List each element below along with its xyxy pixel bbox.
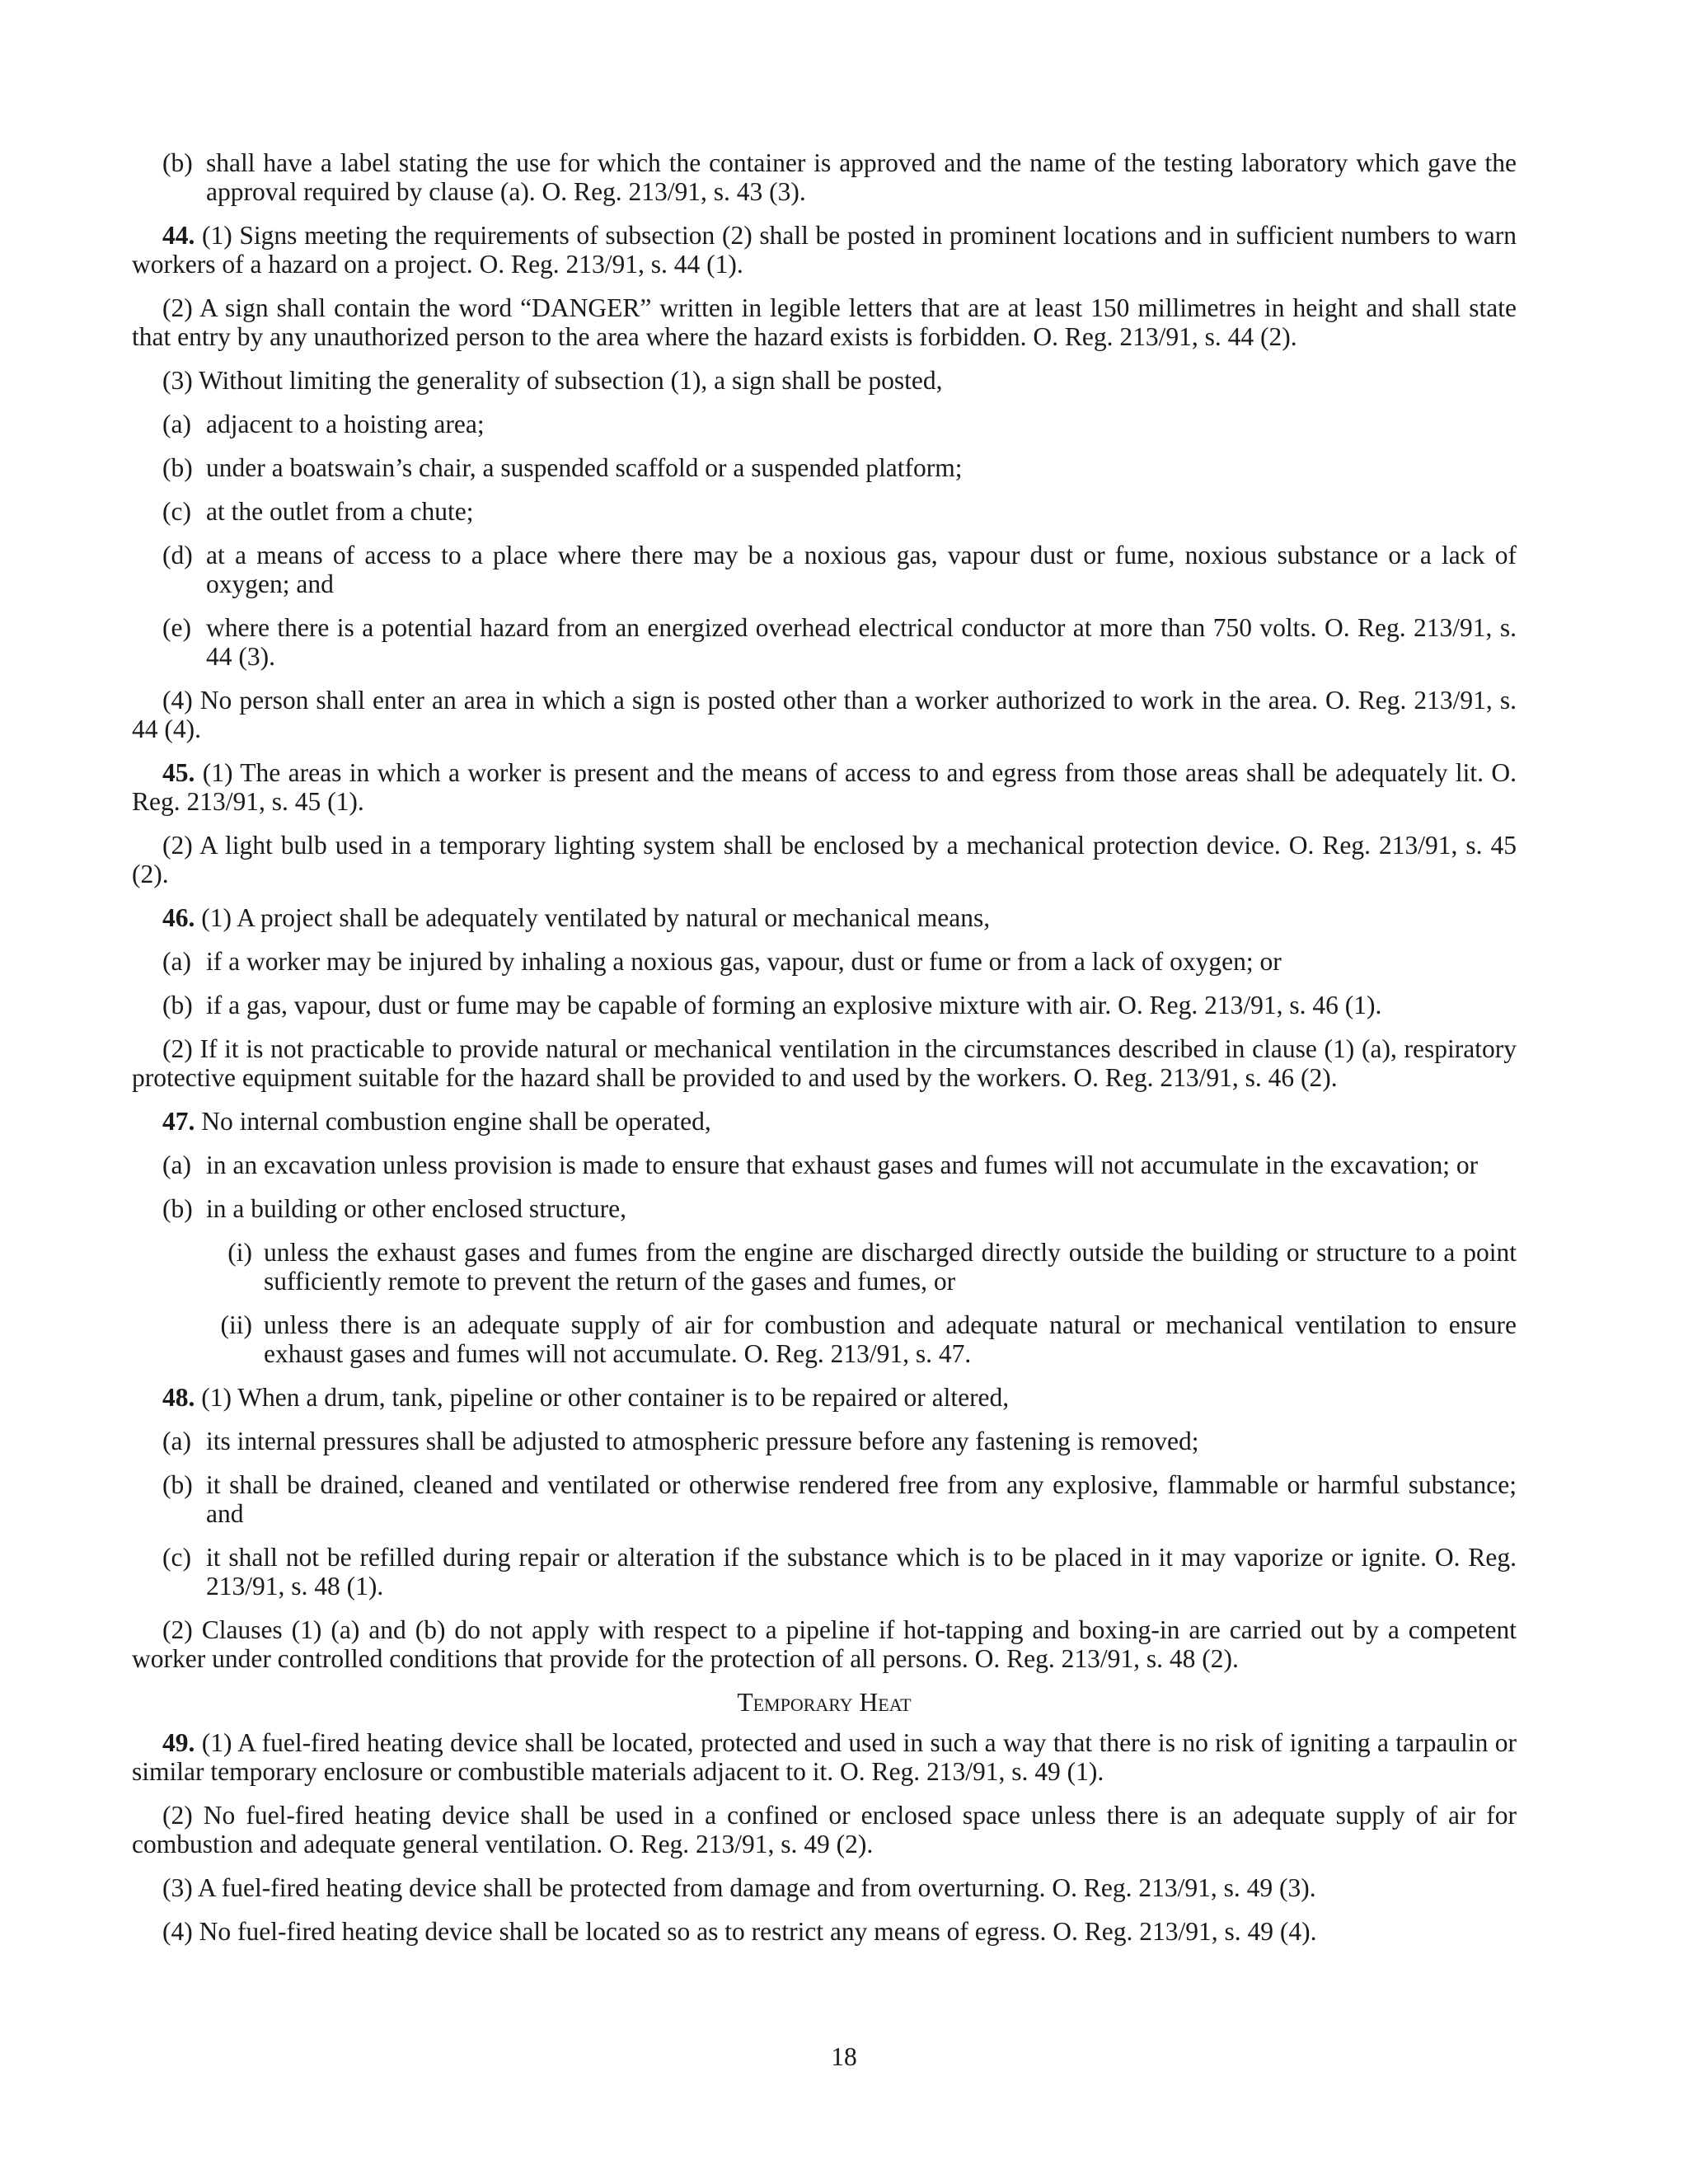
- clause-label: (b): [162, 453, 193, 482]
- clause-label: (c): [162, 1543, 191, 1572]
- clause-text: where there is a potential hazard from an energized overhead electrical conductor at more than 750 volts. O. Reg. 213/91, s. 44 (3).: [206, 613, 1517, 671]
- clause-label: (a): [162, 410, 191, 438]
- clause-label: (e): [162, 613, 191, 642]
- clause: [132, 1427, 1517, 1455]
- section-number: 49.: [162, 1728, 195, 1757]
- clause-text: it shall not be refilled during repair or alteration if the substance which is to be placed in it may vaporize or ignite. O. Reg. 213/91, s. 48 (1).: [206, 1543, 1517, 1601]
- subsection-paragraph: (4) No fuel-fired heating device shall be located so as to restrict any means of egress. O. Reg. 213/91, s. 49 (4).: [162, 1917, 1317, 1946]
- clause-label: (ii): [220, 1310, 252, 1339]
- clause-label: (a): [162, 947, 191, 976]
- section-number: 48.: [162, 1383, 195, 1412]
- clause: [132, 991, 1517, 1019]
- clause-label: (c): [162, 497, 191, 526]
- section-number: 47.: [162, 1107, 195, 1136]
- section-heading: Temporary Heat: [737, 1688, 912, 1717]
- section-number: 45.: [162, 758, 195, 787]
- clause-text: at the outlet from a chute;: [206, 497, 474, 526]
- clause-text: in a building or other enclosed structure,: [206, 1194, 626, 1223]
- clause-text: at a means of access to a place where there may be a noxious gas, vapour dust or fume, noxious substance or a lack of oxygen; and: [206, 541, 1517, 598]
- subsection-paragraph: (2) A sign shall contain the word “DANGER” written in legible letters that are at least 150 millimetres in height and shall state that entry by any unauthorized person to the area where the hazard exists is forbidden. O. Reg. 213/91, s. 44 (2).: [132, 293, 1517, 351]
- subsection-paragraph: (2) If it is not practicable to provide natural or mechanical ventilation in the circumstances described in clause (1) (a), respiratory protective equipment suitable for the hazard shall be provided to and used by the workers. O. Reg. 213/91, s. 46 (2).: [132, 1034, 1517, 1092]
- clause: [132, 1194, 1517, 1223]
- clause-text: in an excavation unless provision is made to ensure that exhaust gases and fumes will not accumulate in the excavation; or: [206, 1151, 1479, 1179]
- section-text: No internal combustion engine shall be operated,: [195, 1107, 711, 1136]
- clause: [132, 1543, 1517, 1601]
- section-text: (1) Signs meeting the requirements of subsection (2) shall be posted in prominent locations and in sufficient numbers to warn workers of a hazard on a project. O. Reg. 213/91, s. 44 (1).: [132, 221, 1517, 279]
- clause-text: its internal pressures shall be adjusted to atmospheric pressure before any fastening is removed;: [206, 1427, 1199, 1455]
- clause-label: (i): [227, 1238, 252, 1267]
- clause-text: adjacent to a hoisting area;: [206, 410, 485, 438]
- subsection-paragraph: (2) A light bulb used in a temporary lighting system shall be enclosed by a mechanical protection device. O. Reg. 213/91, s. 45 (2).: [132, 831, 1517, 888]
- clause-label: (b): [162, 1470, 193, 1499]
- clause-label: (b): [162, 148, 193, 177]
- subsection-paragraph: (2) Clauses (1) (a) and (b) do not apply with respect to a pipeline if hot-tapping and boxing-in are carried out by a competent worker under controlled conditions that provide for the protection of all persons. O. Reg. 213/91, s. 48 (2).: [132, 1615, 1517, 1673]
- section-text: (1) A fuel-fired heating device shall be located, protected and used in such a way that there is no risk of igniting a tarpaulin or similar temporary enclosure or combustible materials adjacent to it. O. Reg. 213/91, s. 49 (1).: [132, 1728, 1517, 1786]
- clause-label: (d): [162, 541, 193, 569]
- clause-label: (a): [162, 1151, 191, 1179]
- clause: [132, 453, 1517, 482]
- clause-text: under a boatswain’s chair, a suspended scaffold or a suspended platform;: [206, 453, 963, 482]
- section-text: (1) When a drum, tank, pipeline or other container is to be repaired or altered,: [195, 1383, 1010, 1412]
- clause: [132, 1151, 1517, 1179]
- subsection-paragraph: (3) A fuel-fired heating device shall be protected from damage and from overturning. O. Reg. 213/91, s. 49 (3).: [162, 1873, 1316, 1902]
- section-paragraph: [132, 1107, 1517, 1136]
- clause: [132, 1470, 1517, 1528]
- clause: [132, 613, 1517, 671]
- section-text: (1) A project shall be adequately ventilated by natural or mechanical means,: [195, 903, 991, 932]
- section-paragraph: [132, 1383, 1517, 1412]
- clause-text: unless there is an adequate supply of air for combustion and adequate natural or mechanical ventilation to ensure exhaust gases and fumes will not accumulate. O. Reg. 213/91, s. 47.: [264, 1310, 1517, 1368]
- section-text: (1) The areas in which a worker is present and the means of access to and egress from those areas shall be adequately lit. O. Reg. 213/91, s. 45 (1).: [132, 758, 1517, 816]
- section-number: 44.: [162, 221, 195, 250]
- subsection-paragraph: (3) Without limiting the generality of subsection (1), a sign shall be posted,: [162, 366, 943, 395]
- clause: [132, 541, 1517, 598]
- clause-label: (b): [162, 1194, 193, 1223]
- subclause: [132, 1310, 1517, 1368]
- clause-text: if a gas, vapour, dust or fume may be capable of forming an explosive mixture with air. O. Reg. 213/91, s. 46 (1).: [206, 991, 1382, 1019]
- section-paragraph: [132, 221, 1517, 279]
- clause-text: if a worker may be injured by inhaling a noxious gas, vapour, dust or fume or from a lack of oxygen; or: [206, 947, 1282, 976]
- clause: [132, 947, 1517, 976]
- section-paragraph: [132, 1728, 1517, 1786]
- clause: [132, 497, 1517, 526]
- clause-text: unless the exhaust gases and fumes from the engine are discharged directly outside the building or structure to a point sufficiently remote to prevent the return of the gases and fumes, or: [264, 1238, 1517, 1296]
- document-page: [132, 148, 1517, 1961]
- subsection-paragraph: (2) No fuel-fired heating device shall be used in a confined or enclosed space unless there is an adequate supply of air for combustion and adequate general ventilation. O. Reg. 213/91, s. 49 (2).: [132, 1801, 1517, 1858]
- subclause: [132, 1238, 1517, 1296]
- clause-label: (a): [162, 1427, 191, 1455]
- subsection-paragraph: (4) No person shall enter an area in which a sign is posted other than a worker authorized to work in the area. O. Reg. 213/91, s. 44 (4).: [132, 686, 1517, 743]
- section-paragraph: [132, 903, 1517, 932]
- page-number: 18: [831, 2042, 857, 2071]
- clause: [132, 148, 1517, 206]
- section-number: 46.: [162, 903, 195, 932]
- clause-label: (b): [162, 991, 193, 1019]
- section-paragraph: [132, 758, 1517, 816]
- clause: [132, 410, 1517, 438]
- clause-text: shall have a label stating the use for which the container is approved and the name of the testing laboratory which gave the approval required by clause (a). O. Reg. 213/91, s. 43 (3).: [206, 148, 1517, 206]
- clause-text: it shall be drained, cleaned and ventilated or otherwise rendered free from any explosive, flammable or harmful substance; and: [206, 1470, 1517, 1528]
